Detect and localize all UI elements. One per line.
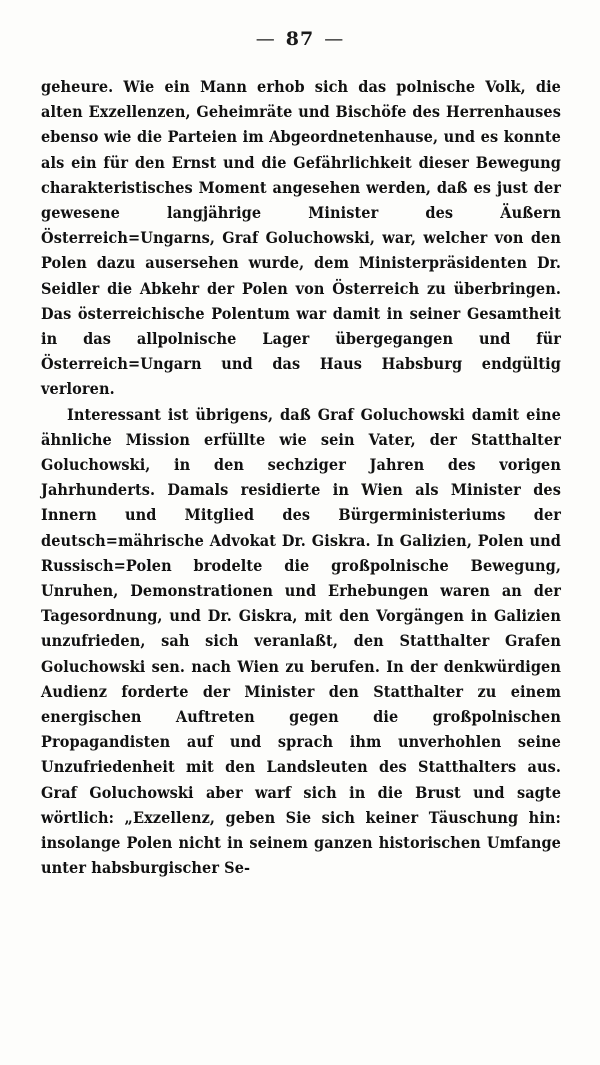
page-body [41,74,561,881]
page-number: 87 [285,28,315,50]
paragraph: geheure. Wie ein Mann erhob sich das polnische Volk, die alten Exzellenzen, Geheimräte und Bischöfe des Herrenhauses ebenso wie die Parteien im Abgeordnetenhause, und es konnte als ein für den Ernst und die Gefährlichkeit dieser Bewegung charakteristisches Moment angesehen werden, daß es just der gewesene langjährige Minister des Äußern Österreich=Ungarns, Graf Goluchowski, war, welcher von den Polen dazu ausersehen wurde, dem Ministerpräsidenten Dr. Seidler die Abkehr der Polen von Österreich zu überbringen. Das österreichische Polentum war damit in seiner Gesamtheit in das allpolnische Lager übergegangen und für Österreich=Ungarn und das Haus Habsburg endgültig verloren. [41,77,561,399]
paragraph: Interessant ist übrigens, daß Graf Goluchowski damit eine ähnliche Mission erfüllte wie sein Vater, der Statthalter Goluchowski, in den sechziger Jahren des vorigen Jahrhunderts. Damals residierte in Wien als Minister des Innern und Mitglied des Bürgerministeriums der deutsch=mährische Advokat Dr. Giskra. In Galizien, Polen und Russisch=Polen brodelte die großpolnische Bewegung, Unruhen, Demonstrationen und Erhebungen waren an der Tagesordnung, und Dr. Giskra, mit den Vorgängen in Galizien unzufrieden, sah sich veranlaßt, den Statthalter Grafen Goluchowski sen. nach Wien zu berufen. In der denkwürdigen Audienz forderte der Minister den Statthalter zu einem energischen Auftreten gegen die großpolnischen Propagandisten auf und sprach ihm unverhohlen seine Unzufriedenheit mit den Landsleuten des Statthalters aus. Graf Goluchowski aber warf sich in die Brust und sagte wörtlich: „Exzellenz, geben Sie sich keiner Täuschung hin: insolange Polen nicht in seinem ganzen historischen Umfange unter habsburgischer Se- [41,404,561,878]
page-header [0,28,600,50]
header-dash-left: — [255,28,276,50]
header-dash-right: — [324,28,345,50]
